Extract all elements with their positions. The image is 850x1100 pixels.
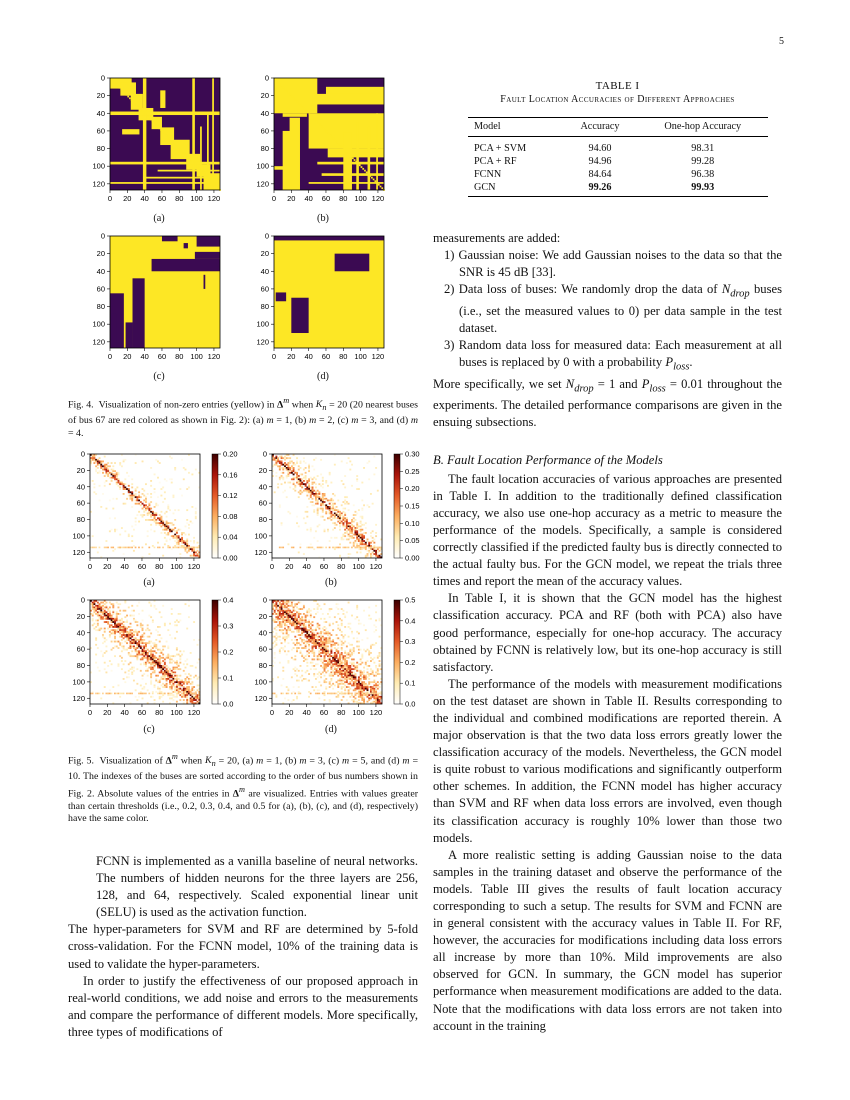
x-tick-label: 80 (155, 708, 164, 717)
table-row (468, 168, 768, 181)
x-tick-label: 20 (287, 194, 296, 203)
x-tick-label: 120 (207, 194, 221, 203)
colorbar-tick-label: 0.00 (405, 553, 420, 563)
x-tick-label: 60 (321, 194, 331, 203)
left-column (68, 853, 418, 1041)
x-tick-label: 20 (103, 562, 112, 571)
x-tick-label: 40 (120, 562, 129, 571)
y-tick-label: 100 (92, 319, 105, 329)
y-tick-label: 100 (72, 531, 85, 541)
y-tick-label: 100 (256, 161, 269, 171)
y-tick-label: 0 (80, 449, 85, 459)
x-tick-label: 60 (319, 708, 329, 717)
mask-block (343, 133, 352, 190)
x-tick-label: 100 (354, 352, 367, 361)
x-tick-label: 80 (337, 708, 346, 717)
y-tick-label: 40 (96, 108, 105, 118)
mask-block (110, 162, 220, 165)
fig4-panel-c (82, 228, 257, 376)
y-tick-label: 80 (76, 661, 85, 671)
mask-block (290, 118, 300, 190)
mask-block (309, 182, 384, 184)
x-tick-label: 40 (304, 352, 313, 361)
accuracy-table (468, 117, 768, 197)
y-tick-label: 20 (258, 611, 267, 621)
table-caption (455, 80, 780, 105)
x-tick-label: 20 (287, 352, 296, 361)
colorbar-tick-label: 0.30 (405, 449, 420, 459)
table-cell: PCA + SVM (474, 143, 527, 154)
x-tick-label: 0 (107, 194, 113, 203)
y-tick-label: 20 (260, 91, 269, 101)
y-tick-label: 0 (100, 73, 105, 83)
x-tick-label: 120 (207, 352, 221, 361)
y-tick-label: 120 (254, 693, 267, 703)
colorbar-tick-label: 0.2 (405, 657, 416, 667)
y-tick-label: 20 (96, 249, 105, 259)
table-label: TABLE I (595, 80, 640, 92)
colorbar-tick-label: 0.12 (223, 491, 238, 501)
x-tick-label: 100 (354, 194, 367, 203)
fig5-sublabel-c: (c) (143, 724, 155, 735)
colorbar-tick-label: 0.15 (405, 501, 420, 511)
table-cell: 94.96 (588, 156, 612, 167)
x-tick-label: 100 (190, 194, 203, 203)
fig5-panel-b (250, 448, 425, 578)
mask-block (152, 259, 220, 271)
x-tick-label: 40 (140, 194, 149, 203)
x-tick-label: 100 (190, 352, 203, 361)
colorbar-tick-label: 0.3 (223, 621, 234, 631)
y-tick-label: 20 (96, 91, 105, 101)
colorbar-tick-label: 0.5 (405, 595, 416, 605)
mask-block (195, 252, 220, 259)
right-column (433, 230, 782, 1035)
y-tick-label: 60 (76, 498, 85, 508)
y-tick-label: 60 (96, 126, 105, 136)
fig5-caption: Fig. 5. Visualization of $\Delta^m$ when $K_n = 20$, (a) m = 1, (b) m = 3, (c) m = 5, and (d) m = 10. The indexes of the buses are sorted according to the order of bus numbers shown in Fig. 2. Absolute values of the entries in $\Delta^m$ are visualized. Entries with values greater than certain thresholds (i.e., 0.2, 0.3, 0.4, and 0.5 for (a), (b), (c), and (d), respectively) have the same color. (68, 752, 419, 825)
table-cell: GCN (468, 181, 562, 197)
y-tick-label: 0 (80, 595, 85, 605)
mask-block (126, 322, 133, 348)
mask-block (317, 162, 384, 165)
y-tick-label: 120 (72, 693, 85, 703)
paragraph: The hyper-parameters for SVM and RF are determined by 5-fold cross-validation. For the FCNN model, 10% of the training data is used to validate the hyper-parameters. (68, 922, 418, 971)
x-tick-label: 60 (157, 352, 167, 361)
fig5-sublabel-b: (b) (325, 577, 337, 588)
mask-block (143, 78, 146, 190)
y-tick-label: 80 (258, 661, 267, 671)
table-row (468, 155, 768, 168)
mask-block (336, 257, 360, 268)
x-tick-label: 60 (157, 194, 167, 203)
x-tick-label: 60 (137, 708, 147, 717)
mask-block (322, 173, 384, 176)
fig4-panel-d (246, 228, 421, 376)
x-tick-label: 0 (87, 562, 93, 571)
x-tick-label: 100 (352, 708, 365, 717)
fcnn-description: FCNN is implemented as a vanilla baseline of neural networks. The numbers of hidden neurons for the three layers are 256, 128, and 64, respectively. Scaled exponential linear unit (SELU) is used as the activation function. (96, 854, 418, 920)
x-tick-label: 120 (187, 708, 201, 717)
table-cell: 99.93 (638, 181, 768, 197)
paragraph: In Table I, it is shown that the GCN model has the highest classification accuracy. PCA and RF (both with PCA) also have good performance, especially for one-hop accuracy. The accuracy obtained by FCNN is relatively low, but its one-hop accuracy is still satisfactory. (433, 591, 782, 674)
fig4-sublabel-b: (b) (317, 213, 329, 224)
x-tick-label: 80 (175, 194, 184, 203)
mask-block (274, 236, 384, 240)
list-item: 3) Random data loss for measured data: Each measurement at all buses is replaced by 0 with a probability $P_{loss}$. (444, 338, 782, 373)
table-cell: 99.28 (691, 156, 715, 167)
y-tick-label: 20 (260, 249, 269, 259)
table-cell: PCA + RF (474, 156, 517, 167)
x-tick-label: 20 (285, 562, 294, 571)
table-cell: 94.60 (588, 143, 612, 154)
y-tick-label: 40 (258, 628, 267, 638)
y-tick-label: 0 (264, 73, 269, 83)
y-tick-label: 100 (72, 677, 85, 687)
colorbar-tick-label: 0.05 (405, 536, 420, 546)
table-cell: 99.26 (562, 181, 637, 197)
modification-list (433, 247, 782, 376)
x-tick-label: 40 (304, 194, 313, 203)
fig4-caption: Fig. 4. Visualization of non-zero entries (yellow) in $\Delta^m$ when $K_n = 20$ (20 nearest buses of bus 67 are red colored as shown in Fig. 2): (a) m = 1, (b) m = 2, (c) m = 3, and (d) m = 4. (68, 396, 419, 439)
y-tick-label: 60 (258, 498, 267, 508)
x-tick-label: 40 (120, 708, 129, 717)
x-tick-label: 0 (271, 352, 277, 361)
x-tick-label: 40 (302, 708, 311, 717)
y-tick-label: 40 (260, 266, 269, 276)
y-tick-label: 0 (262, 449, 267, 459)
y-tick-label: 0 (264, 231, 269, 241)
x-tick-label: 20 (285, 708, 294, 717)
x-tick-label: 0 (269, 562, 275, 571)
colorbar-tick-label: 0.20 (223, 449, 238, 459)
x-tick-label: 20 (123, 194, 132, 203)
mask-block (283, 113, 307, 117)
y-tick-label: 60 (76, 644, 85, 654)
list-item: 2) Data loss of buses: We randomly drop the data of $N_{drop}$ buses (i.e., set the measured values to 0) per data sample in the test dataset. (444, 282, 782, 335)
x-tick-label: 0 (271, 194, 277, 203)
paragraph: More specifically, we set $N_{drop} = 1$ and $P_{loss} = 0.01$ throughout the experiments. The detailed performance comparisons are given in the ensuing subsections. (433, 376, 783, 430)
colorbar-tick-label: 0.3 (405, 637, 416, 647)
fig4-sublabel-c: (c) (153, 371, 165, 382)
mask-block (313, 94, 384, 105)
y-tick-label: 40 (96, 266, 105, 276)
y-tick-label: 80 (260, 302, 269, 312)
y-tick-label: 120 (92, 337, 105, 347)
x-tick-label: 120 (187, 562, 201, 571)
y-tick-label: 60 (96, 284, 105, 294)
x-tick-label: 100 (170, 562, 183, 571)
colorbar-tick-label: 0.00 (223, 553, 238, 563)
y-tick-label: 0 (262, 595, 267, 605)
list-item: 1) Gaussian noise: We add Gaussian noises to the data so that the SNR is 45 dB [33]. (444, 248, 782, 280)
fig5-sublabel-a: (a) (143, 577, 155, 588)
mask-block (160, 90, 165, 108)
fig5-panel-d (250, 594, 425, 724)
colorbar-tick-label: 0.10 (405, 518, 420, 528)
x-tick-label: 120 (369, 562, 383, 571)
x-tick-label: 100 (352, 562, 365, 571)
mask-block (112, 314, 117, 348)
mask-block (120, 82, 136, 95)
fig5-panel-a (68, 448, 243, 578)
mask-block (110, 182, 220, 184)
table-header: Accuracy (562, 118, 637, 137)
paragraph: A more realistic setting is adding Gaussian noise to the data samples in the training dataset and observe the performance of the models. Table III gives the results of fault location accuracy corresponding to such a setup. The results for SVM and FCNN are in general consistent with the accuracy values in Table II. For RF, however, the accuracies for modifications including data loss errors all increase by more than 10%. Mild improvements are also observed for GCN. In summary, the GCN model has superior performance when measurement modifications are added to the data. Note that the modifications with data loss errors are not taken into account in the training (433, 847, 782, 1033)
fig4-panel-a (82, 70, 257, 222)
y-tick-label: 20 (76, 465, 85, 475)
paragraph: measurements are added: (433, 231, 561, 245)
y-tick-label: 40 (260, 108, 269, 118)
x-tick-label: 120 (371, 194, 385, 203)
y-tick-label: 0 (100, 231, 105, 241)
colorbar (212, 454, 218, 558)
x-tick-label: 0 (107, 352, 113, 361)
y-tick-label: 100 (92, 161, 105, 171)
paragraph: The fault location accuracies of various approaches are presented in Table I. In addition to the traditionally defined classification accuracy, we also use one-hop accuracy as a metric to measure the performance of the models. Specifically, a sample is considered correctly classified if the predicted faulty bus is directly connected to the actual faulty bus. For the GCN model, we repeat the trials three times and report the mean of the accuracy values. (433, 471, 782, 589)
y-tick-label: 120 (256, 337, 269, 347)
mask-block (204, 275, 206, 289)
y-tick-label: 20 (76, 611, 85, 621)
x-tick-label: 20 (123, 352, 132, 361)
table-title: Fault Location Accuracies of Different Approaches (500, 94, 735, 105)
colorbar (394, 600, 400, 704)
paragraph: The performance of the models with measurement modifications on the test dataset are shown in Table II. Results corresponding to the individual and combined modifications are reported therein. A major observation is that the two data loss errors greatly lower the classification accuracy of the models. Nevertheless, the GCN model is quite robust to various modifications and significantly outperform other schemes. In addition, the FCNN model has higher accuracy than SVM and RF when data loss errors are involved, even though its classification accuracy is roughly 10% lower than those two models. (433, 676, 782, 845)
x-tick-label: 80 (339, 194, 348, 203)
x-tick-label: 40 (140, 352, 149, 361)
colorbar-tick-label: 0.04 (223, 532, 238, 542)
y-tick-label: 40 (76, 482, 85, 492)
mask-block (158, 170, 220, 172)
mask-block (122, 129, 139, 134)
section-heading: B. Fault Location Performance of the Models (433, 452, 663, 467)
y-tick-label: 120 (256, 179, 269, 189)
x-tick-label: 80 (175, 352, 184, 361)
x-tick-label: 100 (170, 708, 183, 717)
mask-block (376, 113, 378, 190)
table-cell: 96.38 (691, 169, 715, 180)
y-tick-label: 60 (260, 126, 269, 136)
table-row (468, 137, 768, 156)
table-row (468, 181, 768, 197)
colorbar-tick-label: 0.2 (223, 647, 234, 657)
y-tick-label: 120 (92, 179, 105, 189)
mask-block (356, 122, 359, 190)
colorbar (394, 454, 400, 558)
mask-block (133, 278, 145, 348)
colorbar-tick-label: 0.08 (223, 511, 238, 521)
mask-block (184, 243, 188, 248)
mask-block (110, 112, 220, 116)
colorbar-tick-label: 0.1 (223, 673, 234, 683)
x-tick-label: 120 (371, 352, 385, 361)
colorbar-tick-label: 0.25 (405, 466, 420, 476)
y-tick-label: 120 (254, 547, 267, 557)
x-tick-label: 60 (319, 562, 329, 571)
colorbar-tick-label: 0.0 (405, 699, 416, 709)
y-tick-label: 40 (258, 482, 267, 492)
page-number: 5 (779, 36, 784, 47)
x-tick-label: 60 (321, 352, 331, 361)
colorbar-tick-label: 0.20 (405, 484, 420, 494)
mask-block (197, 236, 220, 247)
mask-block (274, 78, 317, 113)
colorbar-tick-label: 0.4 (405, 616, 416, 626)
x-tick-label: 20 (103, 708, 112, 717)
table-header: One-hop Accuracy (638, 118, 768, 137)
x-tick-label: 0 (269, 708, 275, 717)
table-cell: 84.64 (588, 169, 612, 180)
mask-block (274, 166, 290, 170)
mask-block (212, 78, 214, 190)
mask-block (192, 78, 195, 190)
table-cell: 98.31 (691, 143, 715, 154)
y-tick-label: 100 (254, 677, 267, 687)
mask-block (162, 236, 178, 241)
mask-block (200, 127, 202, 190)
table-cell: FCNN (474, 169, 502, 180)
fig5-sublabel-d: (d) (325, 724, 337, 735)
colorbar-tick-label: 0.0 (223, 699, 234, 709)
fig5-panel-c (68, 594, 243, 724)
colorbar-tick-label: 0.1 (405, 678, 416, 688)
fig4-sublabel-a: (a) (153, 213, 165, 224)
x-tick-label: 120 (369, 708, 383, 717)
y-tick-label: 100 (256, 319, 269, 329)
x-tick-label: 0 (87, 708, 93, 717)
y-tick-label: 40 (76, 628, 85, 638)
colorbar-tick-label: 0.4 (223, 595, 234, 605)
y-tick-label: 60 (258, 644, 267, 654)
paragraph: In order to justify the effectiveness of our proposed approach in real-world conditions, we add noise and errors to the measurements and compare the performance of different models. More specifically, three types of modifications of (68, 973, 418, 1039)
y-tick-label: 20 (258, 465, 267, 475)
mask-block (328, 149, 384, 158)
y-tick-label: 80 (260, 144, 269, 154)
colorbar (212, 600, 218, 704)
fig4-panel-b (246, 70, 421, 222)
y-tick-label: 80 (76, 515, 85, 525)
mask-block (276, 292, 286, 301)
x-tick-label: 80 (339, 352, 348, 361)
y-tick-label: 60 (260, 284, 269, 294)
fig4-sublabel-d: (d) (317, 371, 329, 382)
x-tick-label: 80 (155, 562, 164, 571)
table-header: Model (468, 118, 562, 137)
colorbar-tick-label: 0.16 (223, 470, 238, 480)
x-tick-label: 60 (137, 562, 147, 571)
mask-block (368, 127, 371, 190)
y-tick-label: 80 (96, 144, 105, 154)
x-tick-label: 80 (337, 562, 346, 571)
y-tick-label: 80 (96, 302, 105, 312)
x-tick-label: 40 (302, 562, 311, 571)
y-tick-label: 80 (258, 515, 267, 525)
y-tick-label: 120 (72, 547, 85, 557)
y-tick-label: 100 (254, 531, 267, 541)
mask-block (291, 298, 308, 333)
